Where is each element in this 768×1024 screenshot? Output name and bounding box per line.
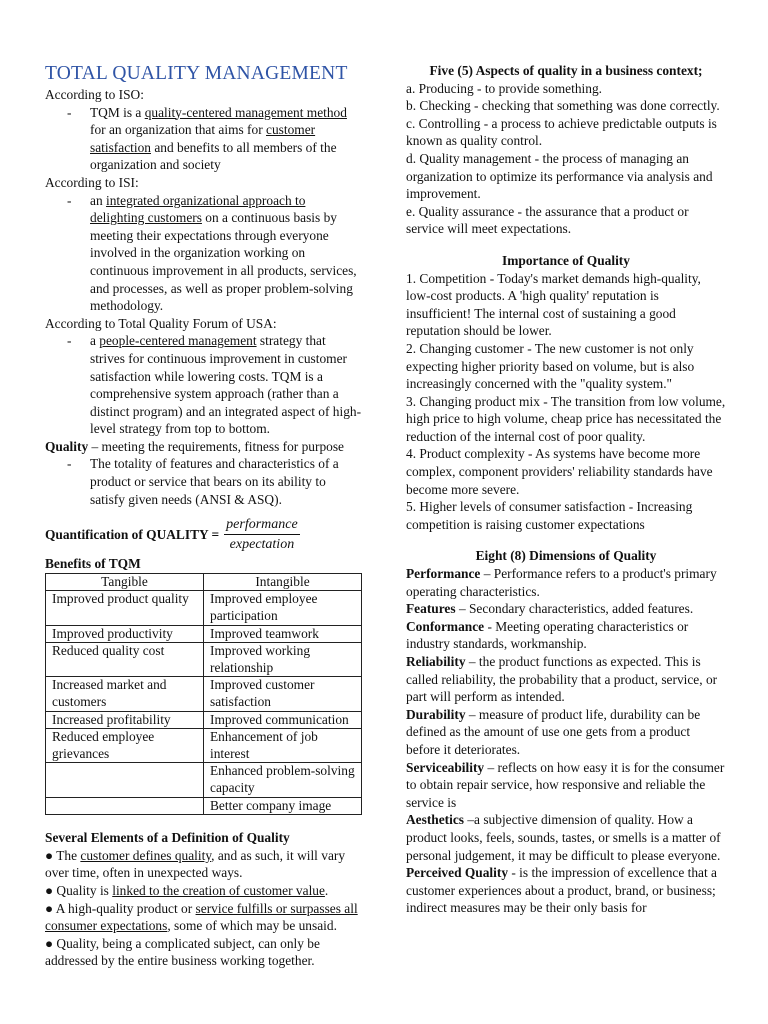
bullet-underline: linked to the creation of customer value: [112, 882, 325, 898]
dimension-desc: - is the impression of excellence that a customer experiences about a product, brand, or business; indirect measures may be their only basis for: [406, 865, 717, 916]
isi-definition: [45, 192, 363, 315]
table-cell: Improved product quality: [46, 591, 204, 625]
importance-item: 1. Competition - Today's market demands high-quality, low-cost products. A 'high quality' reputation is insufficient! The internal cost of sustaining a good reputation should be lower.: [406, 270, 701, 339]
table-cell: Improved communication: [204, 711, 362, 729]
bullet-text: , and as such, it will vary over time, often in unexpected ways.: [45, 847, 346, 881]
dimension-item: [406, 759, 726, 812]
bullet-text: ● The: [45, 847, 81, 863]
dimension-term: Perceived Quality: [406, 865, 509, 881]
isi-heading: According to ISI:: [45, 174, 139, 190]
dash-marker: -: [67, 333, 72, 349]
aspect-item: b. Checking - checking that something was done correctly.: [406, 98, 720, 114]
right-column: [406, 62, 726, 917]
quality-bullet: [45, 455, 363, 508]
dimension-term: Performance: [406, 566, 481, 582]
isi-underline-1: integrated organizational approach to delighting customers: [90, 192, 306, 226]
dash-marker: -: [67, 192, 72, 208]
dash-marker: -: [67, 456, 72, 472]
table-row: [46, 677, 362, 711]
benefits-heading: Benefits of TQM: [45, 556, 141, 572]
importance-item: 2. Changing customer - The new customer is not only expecting higher priority based on volume, but is also increasingly concerned with the "quality system.": [406, 340, 695, 392]
quantification-fraction: [224, 516, 300, 554]
bullet-text: , some of which may be unsaid.: [167, 918, 337, 934]
table-row: [46, 797, 362, 815]
table-cell: Improved productivity: [46, 625, 204, 643]
dimension-item: [406, 600, 726, 618]
fraction-numerator: performance: [224, 516, 300, 535]
quantification-formula: [45, 516, 363, 554]
bullet-underline: customer defines quality: [80, 847, 212, 863]
iso-text-mid: for an organization that aims for: [90, 122, 267, 138]
element-bullet-3: [45, 900, 363, 935]
aspect-item: e. Quality assurance - the assurance that a product or service will meet expectations.: [406, 203, 689, 237]
table-cell: Increased profitability: [46, 711, 204, 729]
iso-text-pre: TQM is a: [90, 104, 145, 120]
dimension-desc: – measure of product life, durability can be defined as the amount of use one gets from a product before it deteriorates.: [406, 706, 701, 757]
table-cell: Increased market and customers: [46, 677, 204, 711]
table-cell: [46, 763, 204, 797]
benefits-table-body: [46, 591, 362, 815]
iso-underline-2: customer satisfaction: [90, 122, 316, 155]
dimension-desc: –a subjective dimension of quality. How a product looks, feels, sounds, tastes, or smells is a matter of personal judgement, it may be difficult to please everyone.: [406, 812, 721, 863]
quantification-label: Quantification of QUALITY =: [45, 527, 220, 543]
dimension-term: Features: [406, 601, 456, 617]
dimension-term: Serviceability: [406, 759, 485, 775]
elements-heading: Several Elements of a Definition of Quality: [45, 830, 290, 846]
isi-text-post: on a continuous basis by meeting their expectations through everyone involved in the organization working on continuous improvement in all products, services, and processes, as well as proper problem-solving methodology.: [90, 210, 357, 314]
aspect-item: d. Quality management - the process of managing an organization to optimize its performance via analysis and improvement.: [406, 150, 713, 202]
quality-term-rest: – meeting the requirements, fitness for purpose: [88, 438, 344, 454]
table-cell: Enhanced problem-solving capacity: [204, 763, 362, 797]
table-row: [46, 711, 362, 729]
spacer: [406, 533, 726, 547]
table-header-row: [46, 573, 362, 591]
tqf-text-pre: a: [90, 333, 100, 349]
table-cell: Reduced employee grievances: [46, 729, 204, 763]
table-row: [46, 729, 362, 763]
dimension-term: Aesthetics: [406, 812, 465, 828]
dimension-term: Conformance: [406, 618, 485, 634]
page-title: TOTAL QUALITY MANAGEMENT: [45, 63, 348, 84]
table-header-intangible: Intangible: [204, 573, 362, 591]
table-cell: Enhancement of job interest: [204, 729, 362, 763]
importance-item: 5. Higher levels of consumer satisfaction - Increasing competition is raising customer expectations: [406, 499, 693, 532]
aspects-heading: Five (5) Aspects of quality in a business context;: [429, 63, 703, 78]
table-cell: Improved working relationship: [204, 643, 362, 677]
importance-item: 3. Changing product mix - The transition from low volume, high price to high volume, cheap price has necessitated the reduction of the internal cost of poor quality.: [406, 393, 726, 444]
dimension-item: [406, 618, 726, 653]
left-column: [45, 62, 363, 970]
spacer: [406, 238, 726, 252]
table-cell: [46, 797, 204, 815]
importance-item: 4. Product complexity - As systems have become more complex, component providers' reliability standards have become more severe.: [406, 446, 713, 497]
table-row: [46, 591, 362, 625]
dimension-desc: – the product functions as expected. This is called reliability, the probability that a product, service, or part will perform as intended.: [406, 654, 718, 705]
dimension-desc: – reflects on how easy it is for the consumer to obtain repair service, how responsive and reliable the service is: [406, 759, 725, 810]
dimension-term: Reliability: [406, 654, 466, 669]
element-bullet-1: [45, 847, 363, 882]
tqf-underline-1: people-centered management: [99, 333, 257, 349]
iso-text-post: and benefits to all members of the organization and society: [90, 139, 337, 173]
table-row: [46, 625, 362, 643]
table-cell: Improved teamwork: [204, 625, 362, 643]
tqf-heading: According to Total Quality Forum of USA:: [45, 315, 277, 331]
tqf-definition: [45, 332, 363, 438]
table-cell: Improved employee participation: [204, 591, 362, 625]
table-row: [46, 643, 362, 677]
iso-definition: [45, 104, 363, 174]
dimensions-heading: Eight (8) Dimensions of Quality: [475, 548, 657, 564]
dimension-desc: – Secondary characteristics, added features.: [455, 601, 694, 617]
dimension-item: [406, 811, 726, 864]
aspect-item: a. Producing - to provide something.: [406, 80, 602, 96]
dimension-desc: – Performance refers to a product's primary operating characteristics.: [406, 566, 717, 599]
spacer: [45, 815, 363, 829]
bullet-underline: service fulfills or surpasses all consumer expectations: [45, 900, 358, 934]
table-row: [46, 763, 362, 797]
benefits-table: [45, 573, 362, 815]
dimension-desc: - Meeting operating characteristics or industry standards, workmanship.: [406, 618, 689, 652]
dimension-item: [406, 706, 726, 759]
dimension-item: [406, 565, 726, 600]
dimension-term: Durability: [406, 706, 466, 722]
table-cell: Improved customer satisfaction: [204, 677, 362, 711]
bullet-text: ● Quality is: [45, 882, 113, 898]
importance-heading: Importance of Quality: [502, 252, 630, 268]
element-bullet-4: ● Quality, being a complicated subject, can only be addressed by the entire business working together.: [45, 935, 320, 969]
iso-heading: According to ISO:: [45, 87, 144, 102]
dimension-item: [406, 864, 726, 917]
tqf-text-post: strategy that strives for continuous improvement in customer satisfaction while lowering costs. TQM is a comprehensive system approach (rather than a distinct program) and an integrated aspect of high-level strategy from top to bottom.: [90, 333, 362, 437]
bullet-text: .: [324, 882, 329, 898]
table-cell: Reduced quality cost: [46, 643, 204, 677]
isi-text-pre: an: [90, 192, 106, 208]
fraction-denominator: expectation: [229, 537, 295, 553]
aspect-item: c. Controlling - a process to achieve predictable outputs is known as quality control.: [406, 115, 717, 149]
quality-bullet-text: The totality of features and characteristics of a product or service that bears on its ability to satisfy given needs (ANSI & ASQ).: [90, 456, 339, 507]
dimension-item: [406, 653, 726, 706]
table-cell: Better company image: [204, 797, 362, 815]
element-bullet-2: [45, 882, 363, 900]
bullet-text: ● A high-quality product or: [45, 900, 196, 916]
table-header-tangible: Tangible: [46, 573, 204, 591]
quality-term: Quality: [45, 438, 89, 454]
iso-underline-1: quality-centered management method: [144, 104, 347, 120]
quality-definition: [45, 438, 363, 456]
dash-marker: -: [67, 104, 72, 120]
